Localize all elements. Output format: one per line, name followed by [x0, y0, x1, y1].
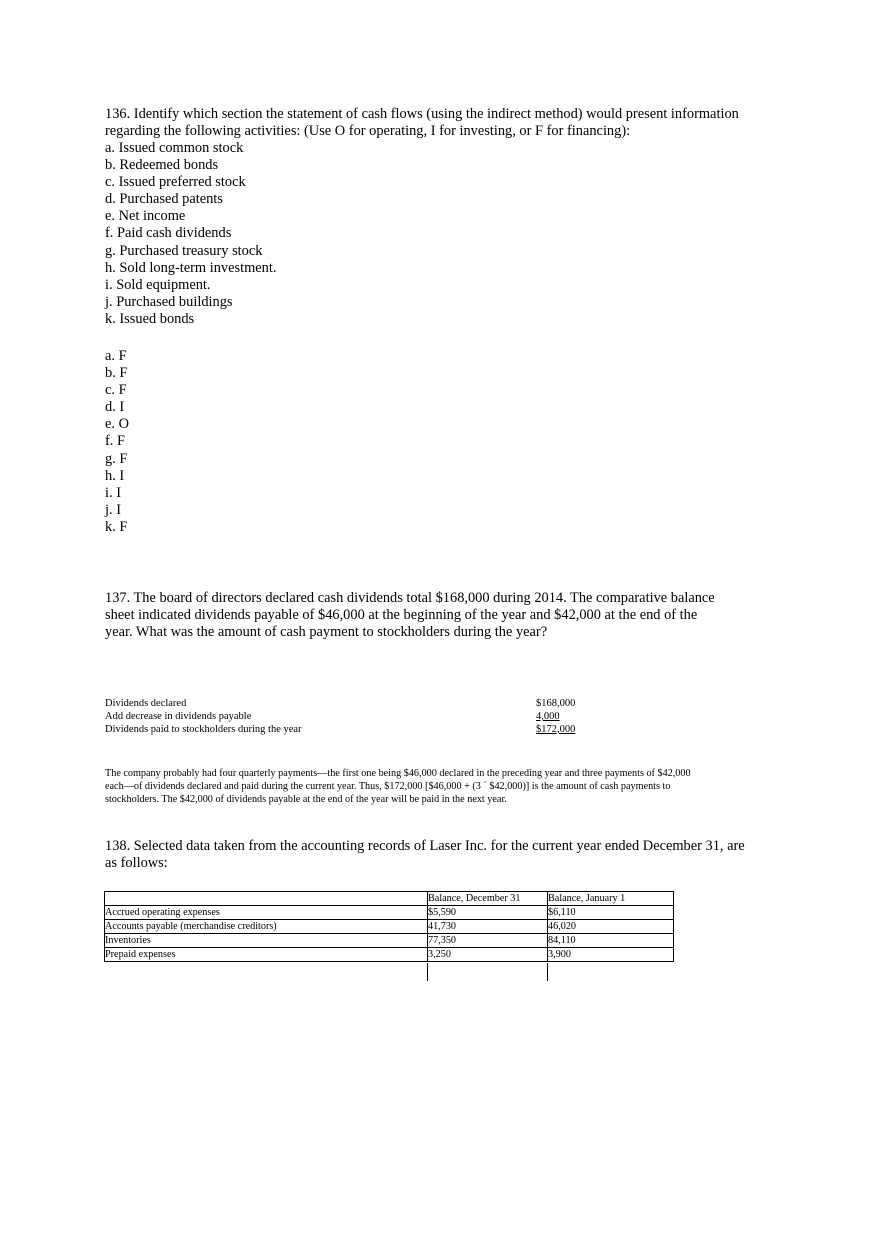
table-divider-line	[427, 963, 428, 981]
table-row	[105, 934, 674, 948]
activity-item: i. Sold equipment.	[105, 276, 211, 293]
question-136-text-line2: regarding the following activities: (Use O for operating, I for investing, or F for financing):	[105, 123, 631, 139]
activity-item: b. Redeemed bonds	[105, 157, 219, 174]
answer-item: e. O	[105, 416, 129, 433]
solution-amount: $172,000	[536, 724, 576, 735]
solution-row	[105, 710, 585, 723]
table-cell: 46,020	[548, 920, 674, 934]
solution-amount: $168,000	[536, 698, 576, 709]
activity-item: c. Issued preferred stock	[105, 174, 246, 191]
table-cell: 41,730	[428, 920, 548, 934]
answer-136	[105, 348, 775, 536]
activity-item: h. Sold long-term investment.	[105, 259, 277, 276]
table-divider-line	[547, 963, 548, 981]
activity-list	[105, 140, 775, 328]
table-cell: 3,900	[548, 948, 674, 962]
activity-item: k. Issued bonds	[105, 310, 195, 327]
table-header-cell: Balance, December 31	[428, 892, 548, 906]
answer-item: a. F	[105, 348, 127, 364]
solution-amount: 4,000	[536, 711, 560, 722]
solution-label: Dividends paid to stockholders during the year	[105, 724, 302, 735]
activity-item: e. Net income	[105, 208, 186, 225]
explanation-line: each—of dividends declared and paid during the current year. Thus, $172,000 [$46,000 + (3 ´ $42,000)] is the amount of cash payments to	[105, 781, 671, 792]
answer-item: c. F	[105, 382, 127, 399]
activity-item: j. Purchased buildings	[105, 293, 233, 310]
explanation-line: stockholders. The $42,000 of dividends payable at the end of the year will be paid in the next year.	[105, 794, 507, 805]
answer-item: g. F	[105, 450, 128, 467]
table-header-cell: Balance, January 1	[548, 892, 674, 906]
answer-item: f. F	[105, 433, 125, 450]
answer-item: b. F	[105, 365, 128, 382]
question-137-text-line3: year. What was the amount of cash payment to stockholders during the year?	[105, 624, 548, 640]
table-cell: $6,110	[548, 906, 674, 920]
question-136	[105, 106, 775, 328]
table-cell: 3,250	[428, 948, 548, 962]
solution-137	[105, 697, 585, 735]
question-136-text-line1: 136. Identify which section the statement of cash flows (using the indirect method) would present information	[105, 106, 739, 122]
question-137-text-line2: sheet indicated dividends payable of $46,000 at the beginning of the year and $42,000 at the end of the	[105, 607, 698, 623]
table-cell: 84,110	[548, 934, 674, 948]
answer-item: d. I	[105, 399, 125, 416]
solution-label: Dividends declared	[105, 698, 187, 709]
table-header-cell	[105, 892, 428, 906]
table-cell: Inventories	[105, 934, 428, 948]
activity-item: d. Purchased patents	[105, 191, 223, 208]
question-138-text-line1: 138. Selected data taken from the accounting records of Laser Inc. for the current year ended December 31, are	[105, 838, 745, 854]
answer-item: i. I	[105, 484, 121, 501]
table-row	[105, 920, 674, 934]
question-137	[105, 590, 775, 641]
explanation-line: The company probably had four quarterly payments—the first one being $46,000 declared in the preceding year and three payments of $42,000	[105, 768, 691, 779]
table-header-row	[105, 892, 674, 906]
solution-row	[105, 697, 585, 710]
answer-list	[105, 348, 775, 536]
table-cell: Prepaid expenses	[105, 948, 428, 962]
question-138	[105, 838, 775, 872]
explanation-137	[105, 767, 765, 806]
table-cell: Accrued operating expenses	[105, 906, 428, 920]
table-row	[105, 948, 674, 962]
activity-item: a. Issued common stock	[105, 140, 244, 156]
activity-item: g. Purchased treasury stock	[105, 242, 263, 259]
table-cell: 77,350	[428, 934, 548, 948]
solution-label: Add decrease in dividends payable	[105, 711, 252, 722]
answer-item: h. I	[105, 467, 125, 484]
table-cell: $5,590	[428, 906, 548, 920]
question-137-text-line1: 137. The board of directors declared cash dividends total $168,000 during 2014. The comparative balance	[105, 590, 715, 606]
answer-item: k. F	[105, 518, 128, 535]
table-row	[105, 906, 674, 920]
activity-item: f. Paid cash dividends	[105, 225, 232, 242]
answer-item: j. I	[105, 501, 121, 518]
question-138-text-line2: as follows:	[105, 855, 168, 871]
balance-table	[104, 891, 674, 962]
solution-row	[105, 723, 585, 735]
table-cell: Accounts payable (merchandise creditors)	[105, 920, 428, 934]
